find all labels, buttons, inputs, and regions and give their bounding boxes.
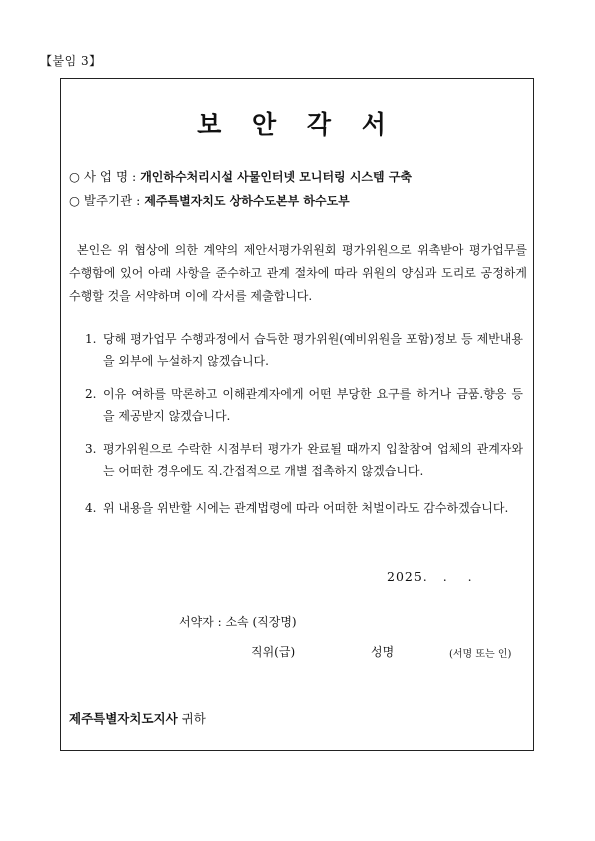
signer-affiliation-line: 서약자 : 소속 (직장명) [179,615,297,629]
document-title: 보 안 각 서 [197,110,397,139]
pledge-item-number: 3. [85,442,97,456]
project-value: 개인하수처리시설 사물인터넷 모니터링 시스템 구축 [140,170,412,184]
intro-paragraph: 본인은 위 협상에 의한 계약의 제안서평가위원회 평가위원으로 위촉받아 평가업무를 수행함에 있어 아래 사항을 준수하고 관계 절차에 따라 위원의 양심과 도리로 공정하게 수행할 것을 서약하며 이에 각서를 제출합니다. [69,243,527,303]
pledge-form [60,78,534,751]
date-field: 2025. . . [387,569,473,584]
pledge-item-text: 이유 여하를 막론하고 이해관계자에게 어떤 부당한 요구를 하거나 금품.향응 등을 제공받지 않겠습니다. [103,387,523,423]
pledge-item [85,438,523,482]
ordering-org-label: ○ 발주기관 : [69,193,145,208]
pledge-item [85,497,523,519]
ordering-org-row [69,191,350,209]
position-label: 직위(급) [251,645,296,659]
pledge-item-number: 2. [85,387,97,401]
pledge-item-text: 당해 평가업무 수행과정에서 습득한 평가위원(예비위원을 포함)정보 등 제반내용을 외부에 누설하지 않겠습니다. [103,332,523,368]
ordering-org-value: 제주특별자치도 상하수도본부 하수도부 [144,194,350,208]
addressee-suffix: 귀하 [177,711,206,726]
pledge-item-number: 1. [85,332,97,346]
pledge-item-number: 4. [85,501,97,515]
project-label: ○ 사 업 명 : [69,169,141,184]
pledge-item-text: 평가위원으로 수락한 시점부터 평가가 완료될 때까지 입찰참여 업체의 관계자와는 어떠한 경우에도 직.간접적으로 개별 접촉하지 않겠습니다. [103,442,523,478]
attachment-label: 【붙임 3】 [40,54,102,68]
pledge-item [85,328,523,372]
pledge-item [85,383,523,427]
name-label: 성명 [371,645,395,659]
addressee-name: 제주특별자치도지사 [69,711,178,726]
signature-note: (서명 또는 인) [449,649,512,660]
pledge-item-text: 위 내용을 위반할 시에는 관계법령에 따라 어떠한 처벌이라도 감수하겠습니다. [103,501,509,515]
project-row [69,167,412,185]
addressee [69,709,206,727]
